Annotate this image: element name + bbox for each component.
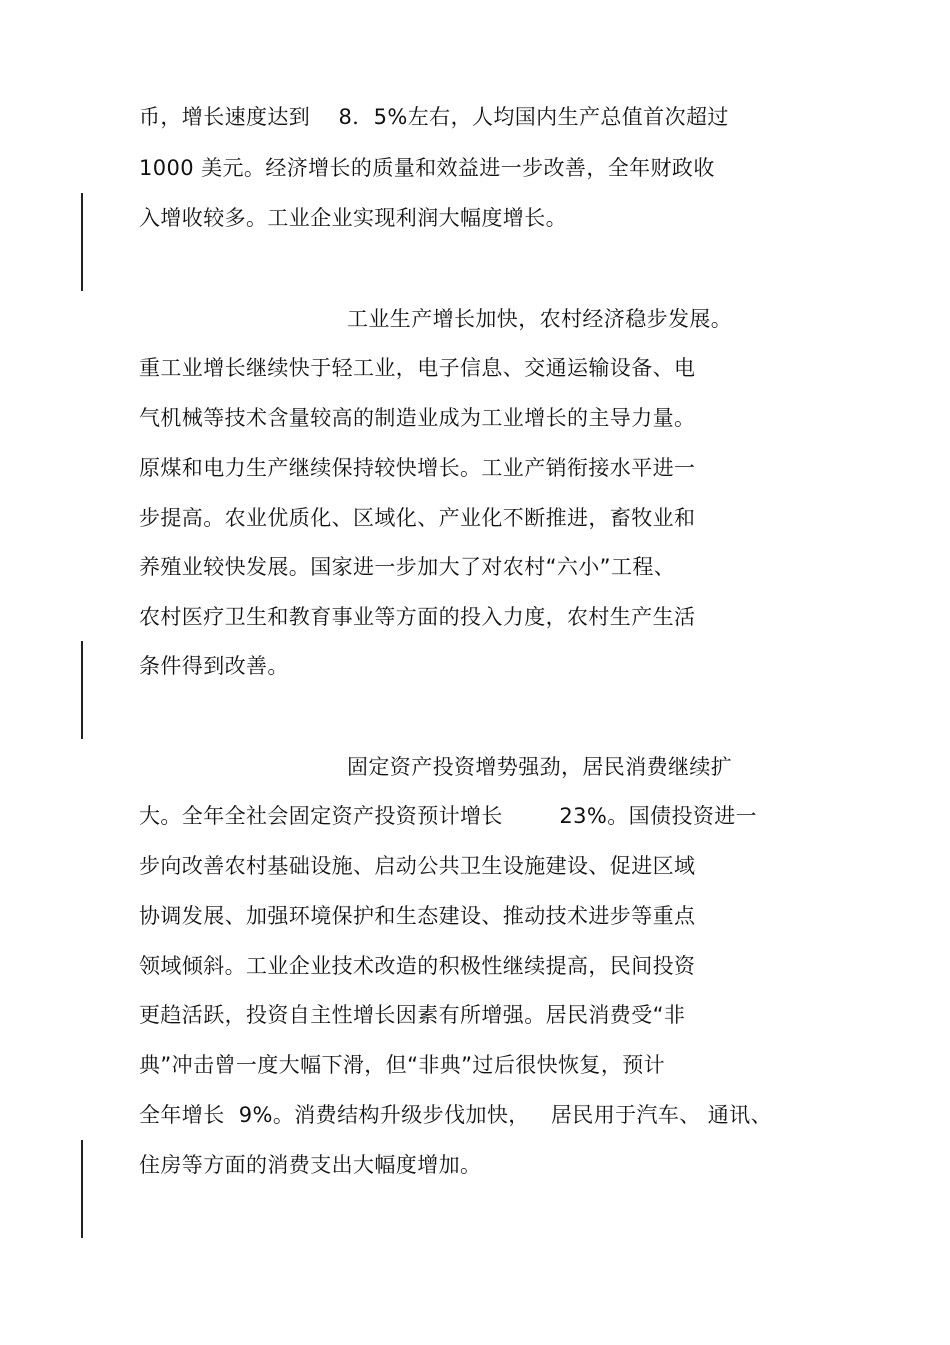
- text-line: 领域倾斜。工业企业技术改造的积极性继续提高，民间投资: [139, 954, 696, 978]
- text-line: 养殖业较快发展。国家进一步加大了对农村“六小”工程、: [139, 555, 676, 579]
- text-line: 固定资产投资增势强劲，居民消费继续扩: [347, 755, 733, 779]
- text-line: 原煤和电力生产继续保持较快增长。工业产销衔接水平进一: [139, 456, 696, 480]
- margin-change-bar: [81, 193, 83, 291]
- text-line: 全年增长 9%。消费结构升级步伐加快， 居民用于汽车、 通讯、: [139, 1103, 772, 1127]
- text-line: 条件得到改善。: [139, 654, 289, 678]
- text-line: 协调发展、加强环境保护和生态建设、推动技术进步等重点: [139, 904, 696, 928]
- margin-change-bar: [81, 641, 83, 739]
- text-line: 典”冲击曾一度大幅下滑，但“非典”过后很快恢复，预计: [139, 1053, 666, 1077]
- text-line: 农村医疗卫生和教育事业等方面的投入力度，农村生产生活: [139, 605, 696, 629]
- text-line: 工业生产增长加快，农村经济稳步发展。: [347, 307, 733, 331]
- text-line: 更趋活跃，投资自主性增长因素有所增强。居民消费受“非: [139, 1003, 686, 1027]
- text-line: 入增收较多。工业企业实现利润大幅度增长。: [139, 206, 567, 230]
- text-line: 住房等方面的消费支出大幅度增加。: [139, 1153, 482, 1177]
- text-line: 重工业增长继续快于轻工业，电子信息、交通运输设备、电: [139, 356, 696, 380]
- text-line: 步提高。农业优质化、区域化、产业化不断推进，畜牧业和: [139, 506, 696, 530]
- text-line: 步向改善农村基础设施、启动公共卫生设施建设、促进区域: [139, 854, 696, 878]
- text-line: 1000 美元。经济增长的质量和效益进一步改善，全年财政收: [139, 156, 715, 180]
- text-line: 气机械等技术含量较高的制造业成为工业增长的主导力量。: [139, 406, 696, 430]
- text-line: 币，增长速度达到 8．5%左右，人均国内生产总值首次超过: [139, 105, 729, 129]
- text-line: 大。全年全社会固定资产投资预计增长 23%。国债投资进一: [139, 804, 758, 828]
- margin-change-bar: [81, 1140, 83, 1238]
